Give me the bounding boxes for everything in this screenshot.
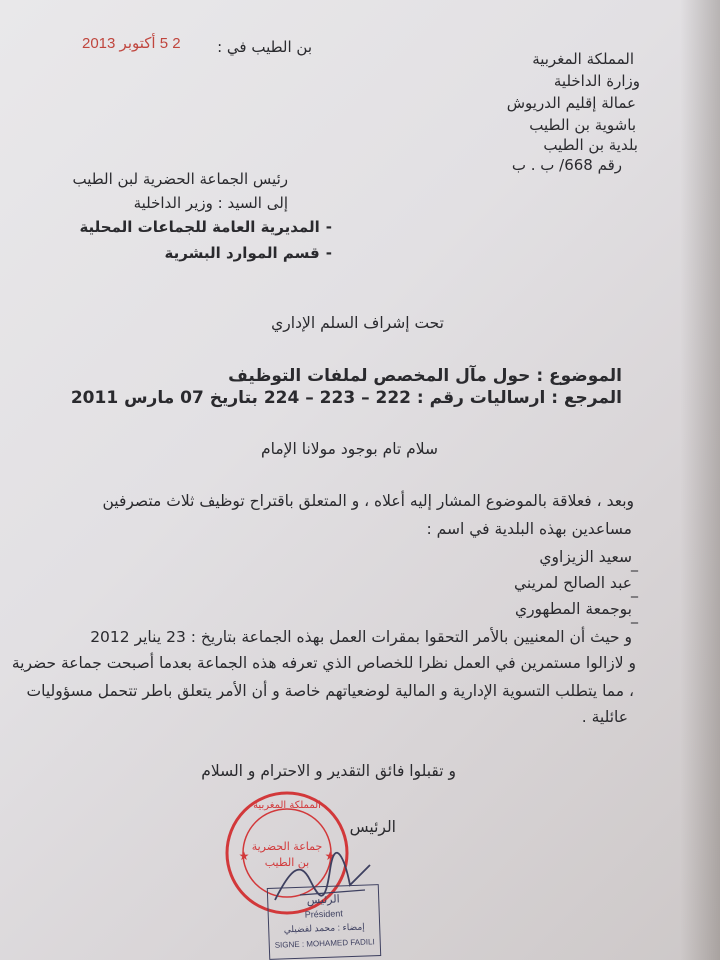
list-dash-2: _: [631, 582, 638, 598]
reference-line: المرجع : ارساليات رقم : 222 – 223 – 224 بتاريخ 07 مارس 2011: [70, 388, 622, 408]
stamp-title-fr: Président: [304, 908, 343, 920]
list-item: [515, 600, 632, 618]
body-p1-line2: مساعدين بهذه البلدية في اسم :: [426, 520, 632, 538]
stamp-title-ar: الرئيس: [306, 893, 340, 907]
body-p2-line3: ، مما يتطلب التسوية الإدارية و المالية لوضعياتهم خاصة و أن الأمر يتعلق باطر تتحمل مسؤوليات: [26, 682, 634, 700]
seal-mid-text-1: جماعة الحضرية: [251, 840, 323, 853]
star-icon: ★: [324, 849, 336, 863]
body-p2-line4: عائلية .: [581, 708, 628, 726]
signatory-title: الرئيس: [349, 818, 396, 836]
sender-line: رئيس الجماعة الحضرية لبن الطيب: [72, 170, 288, 188]
header-prefecture: عمالة إقليم الدريوش: [506, 94, 636, 112]
bullet-dash: -: [325, 244, 332, 262]
star-icon: ★: [238, 849, 250, 863]
recipient-directorate-text: المديرية العامة للجماعات المحلية: [79, 218, 320, 236]
list-item: [539, 548, 632, 566]
header-reference: رقم 668/ ب . ب: [511, 156, 622, 174]
signature-stamp-box: [267, 884, 381, 960]
body-p2-line1: و حيث أن المعنيين بالأمر التحقوا بمقرات العمل بهذه الجماعة بتاريخ : 23 يناير 2012: [90, 628, 632, 646]
supervision-line: تحت إشراف السلم الإداري: [271, 314, 444, 332]
recipient-line: إلى السيد : وزير الداخلية: [133, 194, 288, 212]
list-dash-1: _: [631, 556, 638, 572]
body-p1-line1: وبعد ، فعلاقة بالموضوع المشار إليه أعلاه ، و المتعلق باقتراح توظيف ثلاث متصرفين: [102, 492, 634, 510]
greeting: سلام تام بوجود مولانا الإمام: [261, 440, 438, 458]
place-date-label: بن الطيب في :: [217, 38, 312, 56]
closing-line: و تقبلوا فائق التقدير و الاحترام و السلام: [201, 762, 456, 780]
list-item: [514, 574, 632, 592]
body-p2-line2: و لازالوا مستمرين في العمل نظرا للخصاص الذي تعرفه هذه الجماعة بعدما أصبحت جماعة حضرية: [11, 654, 636, 672]
date-stamp: 2 5 أكتوبر 2013: [82, 35, 181, 52]
seal-mid-text-2: بن الطيب: [264, 856, 310, 869]
header-kingdom: المملكة المغربية: [532, 50, 634, 68]
stamp-name-ar: إمضاء : محمد لفضيلي: [283, 921, 365, 935]
list-dash-3: _: [631, 608, 638, 624]
header-municipality: بلدية بن الطيب: [543, 136, 638, 154]
employee-name-1: سعيد الزيزاوي: [539, 548, 632, 566]
seal-top-text: المملكة المغربية: [253, 800, 321, 811]
recipient-department: [165, 244, 332, 262]
recipient-department-text: قسم الموارد البشرية: [164, 244, 320, 262]
employee-name-2: عبد الصالح لمريني: [514, 574, 632, 592]
subject-line: الموضوع : حول مآل المخصص لملفات التوظيف: [228, 366, 622, 386]
header-pashalik: باشوية بن الطيب: [529, 116, 636, 134]
employee-name-3: بوجمعة المطهوري: [514, 600, 632, 618]
header-ministry: وزارة الداخلية: [553, 72, 640, 90]
bullet-dash: -: [325, 218, 332, 236]
stamp-name-fr: SIGNE : MOHAMED FADILI: [274, 937, 375, 950]
recipient-directorate: [79, 218, 332, 236]
